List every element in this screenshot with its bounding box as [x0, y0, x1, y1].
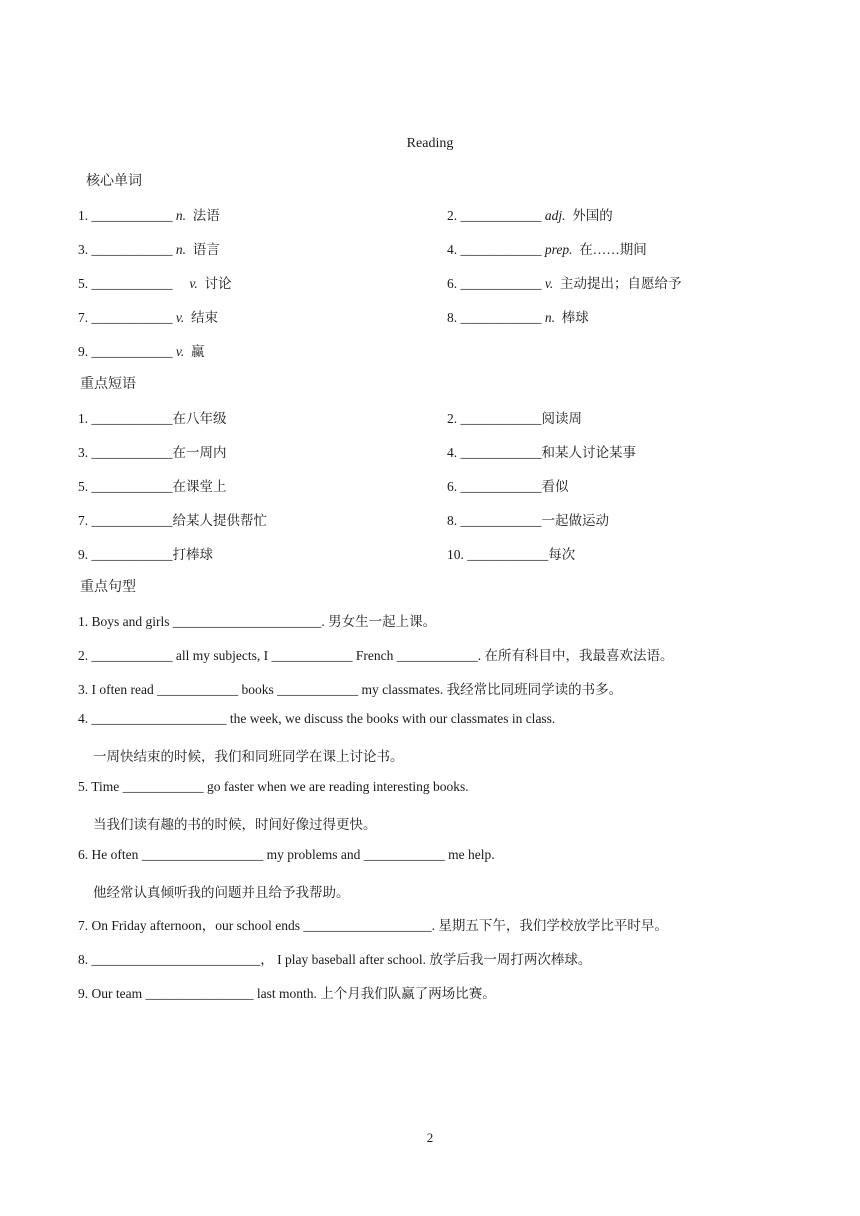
page-number: 2 — [426, 1130, 434, 1145]
phrase-item-7: 7. ____________给某人提供帮忙 — [78, 513, 267, 528]
vocab-item-5: 5. ____________ v. 讨论 — [78, 276, 232, 291]
vocab-item-8: 8. ____________ n. 棒球 — [447, 310, 589, 325]
phrase-item-2: 2. ____________阅读周 — [447, 411, 582, 426]
phrase-item-6: 6. ____________看似 — [447, 479, 569, 494]
sentence-3: 3. I often read ____________ books ____________ my classmates. 我经常比同班同学读的书多。 — [78, 682, 623, 697]
vocab-item-6: 6. ____________ v. 主动提出；自愿给予 — [447, 276, 682, 291]
page-title: Reading — [406, 136, 454, 151]
sentence-8: 8. _________________________， I play baseball after school. 放学后我一周打两次棒球。 — [78, 952, 592, 967]
phrase-item-1: 1. ____________在八年级 — [78, 411, 227, 426]
section-heading-phrases: 重点短语 — [80, 377, 136, 392]
sentence-7: 7. On Friday afternoon，our school ends ___________________. 星期五下午，我们学校放学比平时早。 — [78, 918, 668, 933]
section-heading-vocab: 核心单词 — [86, 174, 142, 189]
section-heading-sentences: 重点句型 — [80, 580, 136, 595]
phrase-item-5: 5. ____________在课堂上 — [78, 479, 227, 494]
sentence-6: 6. He often __________________ my problems and ____________ me help. — [78, 847, 495, 862]
sentence-4: 4. ____________________ the week, we discuss the books with our classmates in class. — [78, 711, 556, 726]
sentence-5: 5. Time ____________ go faster when we are reading interesting books. — [78, 779, 469, 794]
vocab-item-7: 7. ____________ v. 结束 — [78, 310, 218, 325]
vocab-item-3: 3. ____________ n. 语言 — [78, 242, 220, 257]
phrase-item-3: 3. ____________在一周内 — [78, 445, 227, 460]
sentence-9: 9. Our team ________________ last month. 上个月我们队赢了两场比赛。 — [78, 986, 496, 1001]
phrase-item-4: 4. ____________和某人讨论某事 — [447, 445, 636, 460]
phrase-item-10: 10. ____________每次 — [447, 547, 576, 562]
sentence-5-translation: 当我们读有趣的书的时候，时间好像过得更快。 — [93, 817, 377, 832]
sentence-6-translation: 他经常认真倾听我的问题并且给予我帮助。 — [93, 885, 350, 900]
sentence-1: 1. Boys and girls ______________________. 男女生一起上课。 — [78, 614, 437, 629]
vocab-item-2: 2. ____________ adj. 外国的 — [447, 208, 613, 223]
vocab-item-1: 1. ____________ n. 法语 — [78, 208, 220, 223]
sentence-2: 2. ____________ all my subjects, I ____________ French ____________. 在所有科目中，我最喜欢法语。 — [78, 648, 674, 663]
phrase-item-9: 9. ____________打棒球 — [78, 547, 213, 562]
vocab-item-9: 9. ____________ v. 赢 — [78, 344, 205, 359]
sentence-4-translation: 一周快结束的时候，我们和同班同学在课上讨论书。 — [93, 749, 404, 764]
vocab-item-4: 4. ____________ prep. 在……期间 — [447, 242, 647, 257]
phrase-item-8: 8. ____________一起做运动 — [447, 513, 609, 528]
